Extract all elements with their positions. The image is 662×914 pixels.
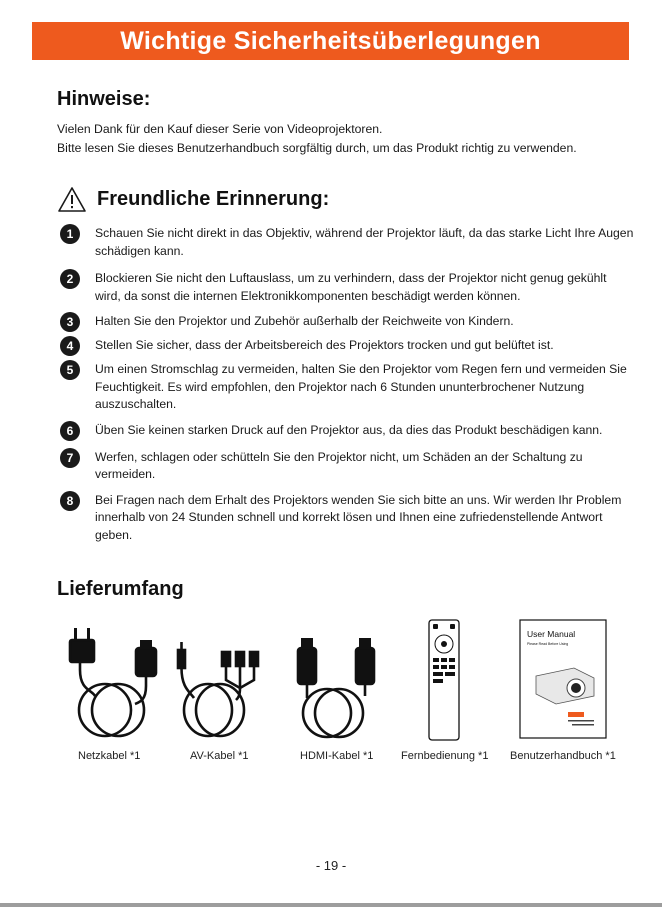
- reminder-item: [60, 224, 635, 260]
- reminder-item: [60, 312, 635, 332]
- reminder-item-text: Blockieren Sie nicht den Luftauslass, um zu verhindern, dass der Projektor nicht genug gekühlt wird, da sonst die internen Elektronikkomponenten beschädigt werden können.: [95, 271, 607, 303]
- reminder-heading: [57, 186, 329, 213]
- notes-line: Vielen Dank für den Kauf dieser Serie von Videoprojektoren.: [57, 122, 383, 136]
- package-label: AV-Kabel *1: [190, 750, 249, 762]
- reminder-item: [60, 491, 635, 545]
- package-label: HDMI-Kabel *1: [300, 750, 374, 762]
- reminder-item: [60, 448, 635, 484]
- scope-heading: Lieferumfang: [57, 578, 184, 600]
- number-badge: 4: [60, 336, 80, 356]
- notes-text: [57, 120, 577, 158]
- manual-cover-subtitle: Please Read Before Using: [527, 642, 569, 646]
- number-badge: 2: [60, 269, 80, 289]
- av-cable-icon: [178, 642, 258, 736]
- package-label: Benutzerhandbuch *1: [510, 750, 616, 762]
- reminder-item-text: Bei Fragen nach dem Erhalt des Projektors wenden Sie sich bitte an uns. Wir werden Ihr Problem innerhalb von 24 Stunden schnell und korrekt lösen und Ihnen eine zufriedenstellende Antwort geben.: [95, 492, 622, 542]
- package-label: Netzkabel *1: [78, 750, 141, 762]
- number-badge: 5: [60, 360, 80, 380]
- reminder-item-text: Werfen, schlagen oder schütteln Sie den Projektor nicht, um Schäden an der Schaltung zu vermeiden.: [95, 449, 583, 481]
- manual-cover-title: User Manual: [527, 629, 576, 639]
- page-number: - 19 -: [315, 858, 347, 873]
- number-badge: 8: [60, 491, 80, 511]
- reminder-item: [60, 269, 635, 305]
- page-banner: Wichtige Sicherheitsüberlegungen: [32, 22, 629, 60]
- reminder-item-text: Um einen Stromschlag zu vermeiden, halten Sie den Projektor vom Regen fern und vermeiden Sie Feuchtigkeit. Es wird empfohlen, den Projektor nach 6 Stunden ununterbrochener Nutzung auszuschalten.: [95, 362, 627, 411]
- notes-line: Bitte lesen Sie dieses Benutzerhandbuch sorgfältig durch, um das Produkt richtig zu verwenden.: [57, 141, 577, 155]
- reminder-item: [60, 421, 635, 441]
- reminder-item-text: Üben Sie keinen starken Druck auf den Projektor aus, da dies das Produkt beschädigen kann.: [95, 422, 603, 437]
- package-label: Fernbedienung *1: [401, 750, 489, 762]
- reminder-list: [60, 224, 635, 544]
- reminder-item-text: Schauen Sie nicht direkt in das Objektiv, während der Projektor läuft, da das starke Licht Ihre Augen schädigen kann.: [95, 226, 634, 258]
- number-badge: 3: [60, 312, 80, 332]
- notes-heading: Hinweise:: [57, 88, 151, 110]
- reminder-item-text: Halten Sie den Projektor und Zubehör außerhalb der Reichweite von Kindern.: [95, 314, 514, 328]
- reminder-item-text: Stellen Sie sicher, dass der Arbeitsbereich des Projektors trocken und gut belüftet ist.: [95, 338, 554, 352]
- footer-divider: [0, 903, 662, 907]
- number-badge: 6: [60, 421, 80, 441]
- number-badge: 7: [60, 448, 80, 468]
- reminder-title: Freundliche Erinnerung:: [97, 188, 330, 210]
- remote-control-icon: [429, 620, 459, 740]
- reminder-item: [60, 336, 635, 356]
- user-manual-icon: [520, 620, 606, 738]
- reminder-item: [60, 360, 635, 414]
- power-cable-icon: [70, 628, 156, 736]
- number-badge: 1: [60, 224, 80, 244]
- warning-triangle-icon: [57, 186, 87, 213]
- hdmi-cable-icon: [298, 638, 374, 737]
- package-labels: [0, 750, 662, 770]
- package-contents: [0, 610, 662, 750]
